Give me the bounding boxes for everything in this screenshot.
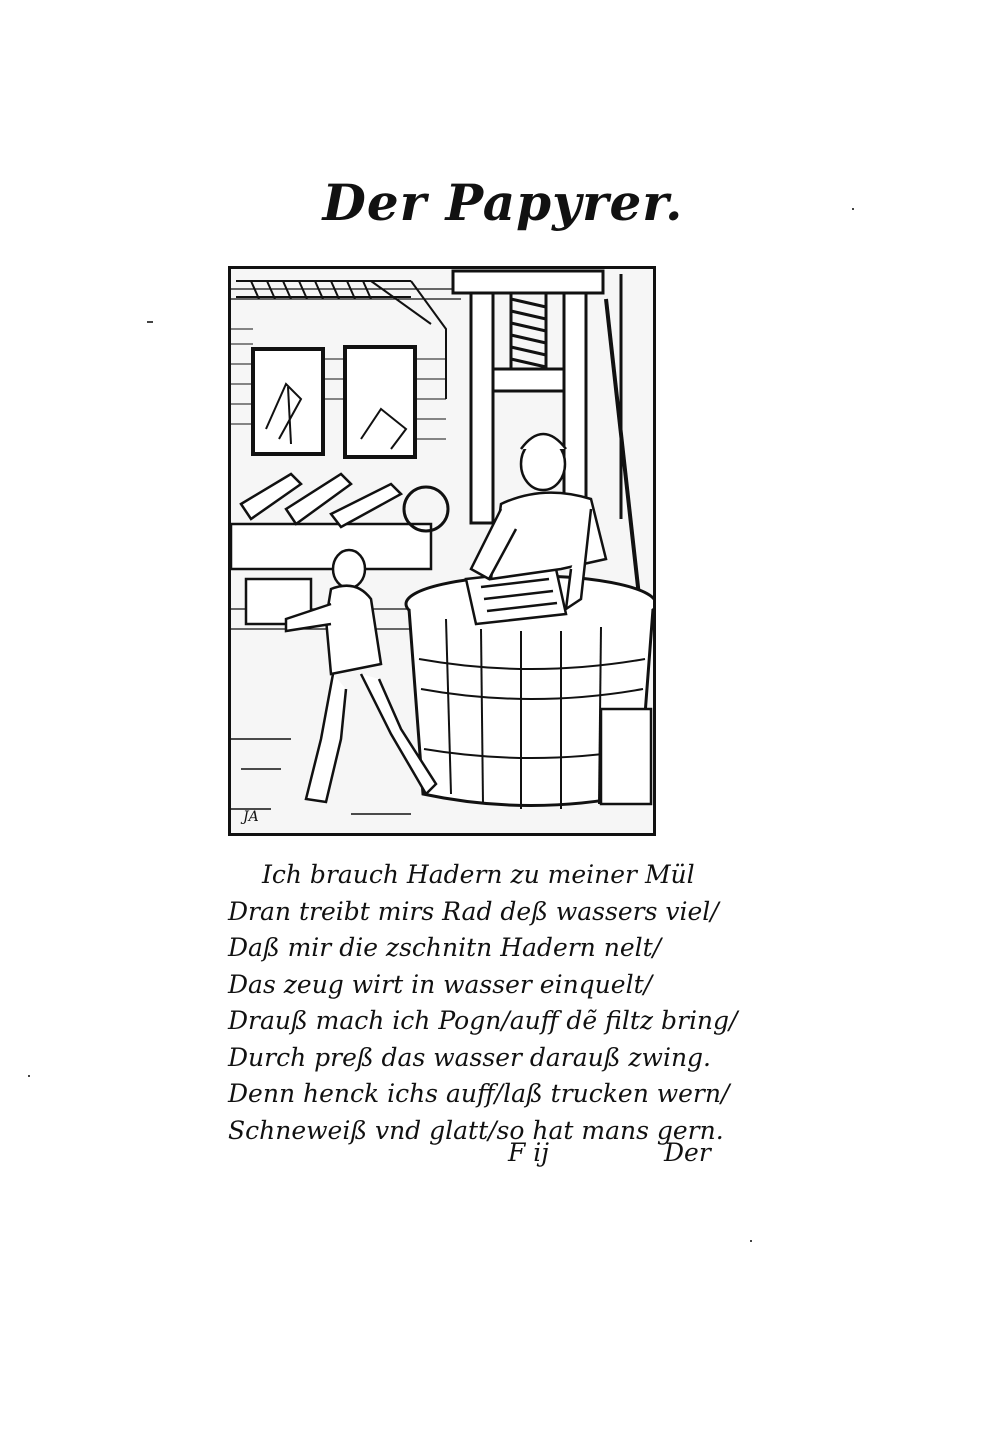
verse-line: Das zeug wirt in wasser einquelt/ [228, 969, 653, 999]
verse-line: Dran treibt mirs Rad deß wassers viel/ [228, 896, 719, 926]
woodcut-illustration [228, 266, 656, 836]
scan-speck [750, 1240, 752, 1242]
verse-line: Denn henck ichs auff/laß trucken wern/ [228, 1079, 730, 1108]
verse-line: Ich brauch Hadern zu meiner Mül [262, 860, 695, 889]
catchword: Der [664, 1138, 711, 1167]
scan-speck [852, 208, 854, 210]
scan-speck [28, 1075, 30, 1077]
artist-monogram: JA [243, 809, 259, 825]
scan-speck [147, 321, 153, 323]
signature-mark: F ij [508, 1138, 550, 1167]
verse-block [228, 857, 768, 1149]
paper-mould [466, 569, 566, 624]
press-screw [511, 293, 546, 369]
verse-line: Daß mir die zschnitn Hadern nelt/ [228, 933, 662, 962]
page-title: Der Papyrer. [322, 173, 684, 232]
verse-line: Durch preß das wasser darauß zwing. [228, 1042, 712, 1072]
verse-line: Schneweiß vnd glatt/so hat mans gern. [228, 1115, 724, 1145]
verse-line: Drauß mach ich Pogn/auff dẽ filtz bring/ [228, 1006, 738, 1035]
